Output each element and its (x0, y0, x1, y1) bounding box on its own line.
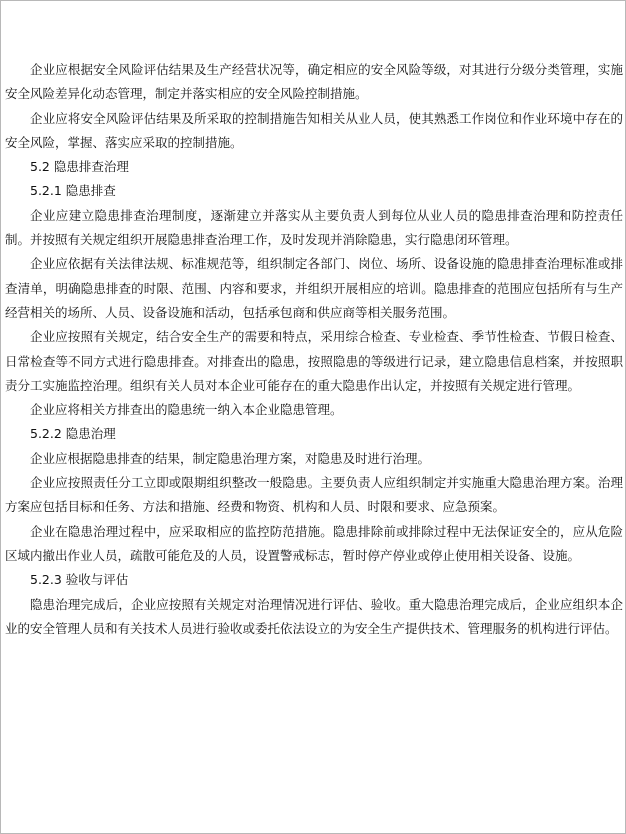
subsection-heading: 5.2.3 验收与评估 (30, 572, 129, 588)
paragraph: 企业应建立隐患排查治理制度，逐渐建立并落实从主要负责人到每位从业人员的隐患排查治理和防控责任制。并按照有关规定组织开展隐患排查治理工作，及时发现并消除隐患，实行隐患闭环管理。 (5, 207, 623, 248)
paragraph: 企业应按照有关规定，结合安全生产的需要和特点，采用综合检查、专业检查、季节性检查、节假日检查、日常检查等不同方式进行隐患排查。对排查出的隐患，按照隐患的等级进行记录，建立隐患信息档案，并按照职责分工实施监控治理。组织有关人员对本企业可能存在的重大隐患作出认定，并按照有关规定进行管理。 (5, 329, 623, 393)
section-heading: 5.2 隐患排查治理 (30, 159, 129, 175)
paragraph: 企业应按照责任分工立即或限期组织整改一般隐患。主要负责人应组织制定并实施重大隐患治理方案。治理方案应包括目标和任务、方法和措施、经费和物资、机构和人员、时限和要求、应急预案。 (5, 475, 623, 515)
paragraph: 企业应根据安全风险评估结果及生产经营状况等，确定相应的安全风险等级，对其进行分级分类管理，实施安全风险差异化动态管理，制定并落实相应的安全风险控制措施。 (5, 62, 623, 102)
paragraph: 企业应将安全风险评估结果及所采取的控制措施告知相关从业人员，使其熟悉工作岗位和作业环境中存在的安全风险，掌握、落实应采取的控制措施。 (5, 110, 623, 150)
subsection-heading: 5.2.1 隐患排查 (30, 183, 116, 199)
paragraph: 企业应根据隐患排查的结果，制定隐患治理方案，对隐患及时进行治理。 (30, 450, 431, 466)
document-body (5, 58, 623, 641)
subsection-heading: 5.2.2 隐患治理 (30, 426, 116, 442)
paragraph: 企业在隐患治理过程中，应采取相应的监控防范措施。隐患排除前或排除过程中无法保证安全的，应从危险区域内撤出作业人员，疏散可能危及的人员，设置警戒标志，暂时停产停业或停止使用相关设备、设施。 (5, 523, 623, 563)
paragraph: 企业应将相关方排查出的隐患统一纳入本企业隐患管理。 (30, 402, 343, 418)
paragraph: 企业应依据有关法律法规、标准规范等，组织制定各部门、岗位、场所、设备设施的隐患排查治理标准或排查清单，明确隐患排查的时限、范围、内容和要求，并组织开展相应的培训。隐患排查的范围应包括所有与生产经营相关的场所、人员、设备设施和活动，包括承包商和供应商等相关服务范围。 (5, 256, 623, 320)
paragraph: 隐患治理完成后，企业应按照有关规定对治理情况进行评估、验收。重大隐患治理完成后，企业应组织本企业的安全管理人员和有关技术人员进行验收或委托依法设立的为安全生产提供技术、管理服务的机构进行评估。 (5, 596, 623, 636)
